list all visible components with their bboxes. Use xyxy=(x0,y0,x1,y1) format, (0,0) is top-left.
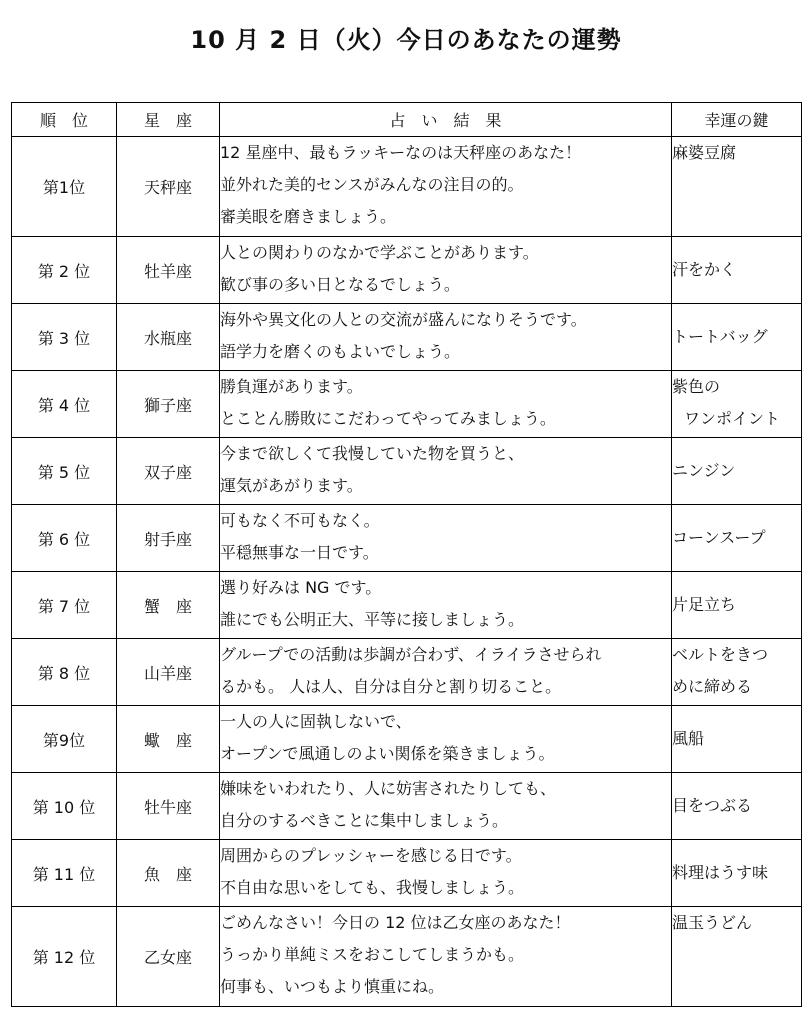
key-cell xyxy=(672,907,802,1007)
key-line: 麻婆豆腐 xyxy=(672,143,737,162)
table-row xyxy=(12,505,802,572)
key-cell xyxy=(672,505,802,572)
key-line: 片足立ち xyxy=(672,595,737,614)
result-line: 自分のするべきことに集中しましょう。 xyxy=(220,811,509,830)
key-cell xyxy=(672,840,802,907)
result-line: 並外れた美的センスがみんなの注目の的。 xyxy=(220,175,524,194)
result-line: 今まで欲しくて我慢していた物を買うと、 xyxy=(220,444,525,463)
result-line: とことん勝敗にこだわってやってみましょう。 xyxy=(220,409,556,428)
rank-cell: 第 4 位 xyxy=(12,371,117,438)
key-line: トートバッグ xyxy=(672,327,768,346)
table-row xyxy=(12,639,802,706)
rank-cell: 第 8 位 xyxy=(12,639,117,706)
header-key: 幸運の鍵 xyxy=(672,103,802,137)
key-cell xyxy=(672,237,802,304)
key-line: 温玉うどん xyxy=(672,913,753,932)
sign-cell: 牡牛座 xyxy=(117,773,220,840)
table-row xyxy=(12,137,802,237)
rank-cell: 第 3 位 xyxy=(12,304,117,371)
sign-cell: 射手座 xyxy=(117,505,220,572)
key-cell xyxy=(672,773,802,840)
result-line: 歓び事の多い日となるでしょう。 xyxy=(220,275,460,294)
result-line: うっかり単純ミスをおこしてしまうかも。 xyxy=(220,945,525,964)
result-line: 運気があがります。 xyxy=(220,476,363,495)
result-cell xyxy=(220,304,672,371)
key-line: ニンジン xyxy=(672,461,736,480)
result-line: 海外や異文化の人との交流が盛んになりそうです。 xyxy=(220,310,587,329)
key-cell xyxy=(672,706,802,773)
result-line: 嫌味をいわれたり、人に妨害されたりしても、 xyxy=(220,779,557,798)
rank-cell: 第9位 xyxy=(12,706,117,773)
table-row xyxy=(12,773,802,840)
result-line: 語学力を磨くのもよいでしょう。 xyxy=(220,342,461,361)
key-cell xyxy=(672,304,802,371)
header-result: 占 い 結 果 xyxy=(220,103,672,137)
key-line: ワンポイント xyxy=(684,409,781,428)
table-row xyxy=(12,438,802,505)
table-row xyxy=(12,907,802,1007)
result-cell xyxy=(220,907,672,1007)
rank-cell: 第 10 位 xyxy=(12,773,117,840)
key-line: 料理はうす味 xyxy=(672,863,769,882)
key-cell xyxy=(672,639,802,706)
key-line: 紫色の xyxy=(672,377,721,396)
key-cell xyxy=(672,371,802,438)
header-row xyxy=(12,103,802,137)
result-line: 勝負運があります。 xyxy=(220,377,363,396)
header-rank: 順 位 xyxy=(12,103,117,137)
table-row xyxy=(12,371,802,438)
sign-cell: 蟹 座 xyxy=(117,572,220,639)
result-line: グループでの活動は歩調が合わず、イライラさせられ xyxy=(220,645,602,664)
key-cell xyxy=(672,438,802,505)
rank-cell: 第 7 位 xyxy=(12,572,117,639)
result-cell xyxy=(220,639,672,706)
result-line: 不自由な思いをしても、我慢しましょう。 xyxy=(220,878,525,897)
sign-cell: 牡羊座 xyxy=(117,237,220,304)
sign-cell: 水瓶座 xyxy=(117,304,220,371)
page-title: 10 月 2 日（火）今日のあなたの運勢 xyxy=(190,26,622,54)
result-cell xyxy=(220,237,672,304)
result-cell xyxy=(220,773,672,840)
result-cell xyxy=(220,572,672,639)
result-cell xyxy=(220,371,672,438)
table-row xyxy=(12,237,802,304)
result-line: 誰にでも公明正大、平等に接しましょう。 xyxy=(220,610,525,629)
table-row xyxy=(12,706,802,773)
sign-cell: 山羊座 xyxy=(117,639,220,706)
result-cell xyxy=(220,137,672,237)
result-line: 一人の人に固執しないで、 xyxy=(220,712,412,731)
table-row xyxy=(12,572,802,639)
result-cell xyxy=(220,706,672,773)
result-line: 平穏無事な一日です。 xyxy=(220,543,379,562)
sign-cell: 天秤座 xyxy=(117,137,220,237)
sign-cell: 魚 座 xyxy=(117,840,220,907)
key-line: 目をつぶる xyxy=(672,796,753,815)
rank-cell: 第 12 位 xyxy=(12,907,117,1007)
fortune-rows xyxy=(12,137,802,1007)
rank-cell: 第 6 位 xyxy=(12,505,117,572)
rank-cell: 第 11 位 xyxy=(12,840,117,907)
result-line: 可もなく不可もなく。 xyxy=(220,511,380,530)
result-line: 12 星座中、最もラッキーなのは天秤座のあなた！ xyxy=(220,143,582,162)
sign-cell: 蠍 座 xyxy=(117,706,220,773)
result-line: るかも。 人は人、自分は自分と割り切ること。 xyxy=(220,677,562,696)
key-line: ベルトをきつ xyxy=(672,645,769,664)
result-line: 人との関わりのなかで学ぶことがあります。 xyxy=(220,243,539,262)
result-cell xyxy=(220,438,672,505)
sign-cell: 乙女座 xyxy=(117,907,220,1007)
result-line: ごめんなさい！今日の 12 位は乙女座のあなた！ xyxy=(220,913,571,932)
fortune-table xyxy=(11,102,802,1007)
result-line: 何事も、いつもより慎重にね。 xyxy=(220,977,445,996)
key-line: 風船 xyxy=(672,729,705,748)
result-cell xyxy=(220,840,672,907)
key-line: めに締める xyxy=(672,677,753,696)
result-line: 審美眼を磨きましょう。 xyxy=(220,207,397,226)
table-row xyxy=(12,304,802,371)
result-line: オープンで風通しのよい関係を築きましょう。 xyxy=(220,744,555,763)
result-line: 選り好みは NG です。 xyxy=(220,578,382,597)
header-sign: 星 座 xyxy=(117,103,220,137)
table-row xyxy=(12,840,802,907)
result-cell xyxy=(220,505,672,572)
result-line: 周囲からのプレッシャーを感じる日です。 xyxy=(220,846,522,865)
key-line: 汗をかく xyxy=(672,260,737,279)
key-cell xyxy=(672,572,802,639)
rank-cell: 第 2 位 xyxy=(12,237,117,304)
key-cell xyxy=(672,137,802,237)
key-line: コーンスープ xyxy=(672,528,766,547)
sign-cell: 獅子座 xyxy=(117,371,220,438)
rank-cell: 第 5 位 xyxy=(12,438,117,505)
rank-cell: 第1位 xyxy=(12,137,117,237)
sign-cell: 双子座 xyxy=(117,438,220,505)
